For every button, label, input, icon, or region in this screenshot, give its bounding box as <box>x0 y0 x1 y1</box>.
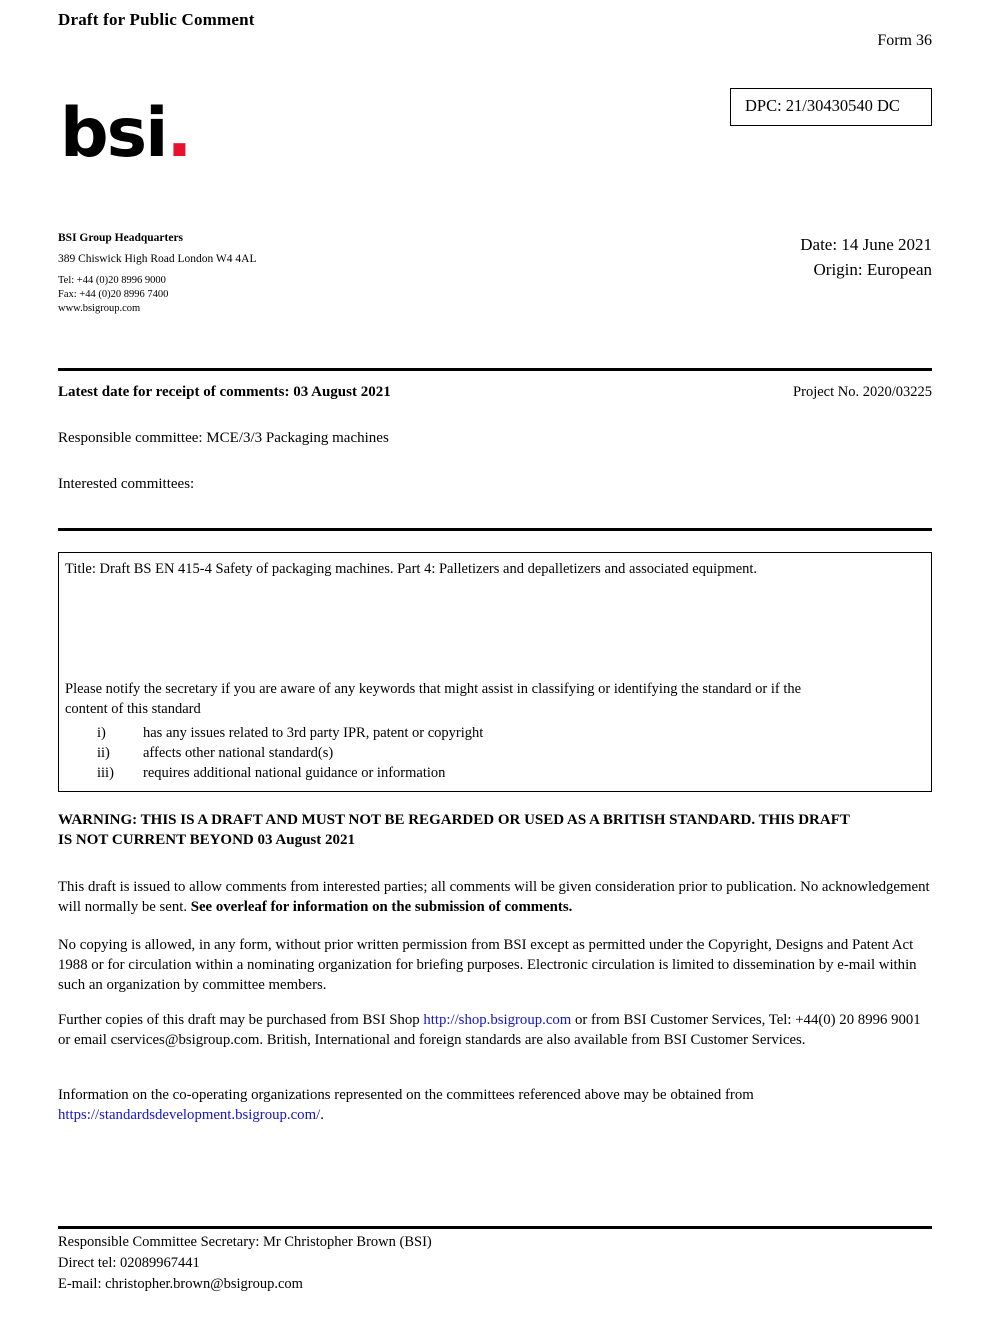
footer-secretary: Responsible Committee Secretary: Mr Christopher Brown (BSI) <box>58 1234 432 1250</box>
further-copies-text-b: or from BSI Customer Services, Tel: +44(0) 20 8996 9001 or email cservices@bsigroup.com. British, International and foreign standards are also available from BSI Customer Services. <box>58 1012 921 1048</box>
address-block <box>58 231 256 316</box>
bsi-shop-link[interactable]: http://shop.bsigroup.com <box>423 1012 572 1028</box>
paragraph-cooperating-orgs <box>58 1085 932 1125</box>
address-street: 389 Chiswick High Road London W4 4AL <box>58 253 257 265</box>
notify-secretary-block <box>65 679 927 783</box>
list-item <box>65 763 927 783</box>
interested-committees: Interested committees: <box>58 476 195 492</box>
address-fax: Fax: +44 (0)20 8996 7400 <box>58 289 169 300</box>
warning-line-1: WARNING: THIS IS A DRAFT AND MUST NOT BE REGARDED OR USED AS A BRITISH STANDARD. THIS DRAFT <box>58 812 850 828</box>
cooperating-orgs-period: . <box>320 1107 324 1123</box>
comments-deadline-row <box>58 384 932 401</box>
paragraph-comments-bold: See overleaf for information on the submission of comments. <box>190 899 573 915</box>
form-number: Form 36 <box>877 32 932 49</box>
paragraph-copying: No copying is allowed, in any form, without prior written permission from BSI except as permitted under the Copyright, Designs and Patent Act 1988 or for circulation within a nominating organization for briefing purposes. Electronic circulation is limited to dissemination by e-mail within such an organization by committee members. <box>58 937 917 993</box>
list-item-number: i) <box>97 725 106 741</box>
list-item <box>65 723 927 743</box>
responsible-committee: Responsible committee: MCE/3/3 Packaging machines <box>58 430 389 446</box>
divider-rule-footer <box>58 1226 932 1229</box>
latest-comment-date: Latest date for receipt of comments: 03 August 2021 <box>58 384 391 400</box>
draft-warning <box>58 810 932 850</box>
paragraph-comments <box>58 877 932 917</box>
list-item-label: requires additional national guidance or information <box>143 765 446 781</box>
list-item-label: has any issues related to 3rd party IPR, patent or copyright <box>143 725 484 741</box>
list-item <box>65 743 927 763</box>
notify-line-2: content of this standard <box>65 701 201 717</box>
divider-rule-second <box>58 528 932 531</box>
list-item-number: ii) <box>97 745 110 761</box>
paragraph-further-copies <box>58 1010 932 1050</box>
standard-title: Title: Draft BS EN 415-4 Safety of packaging machines. Part 4: Palletizers and depalletizers and associated equipment. <box>65 561 758 577</box>
standards-development-link[interactable]: https://standardsdevelopment.bsigroup.com/ <box>58 1107 321 1123</box>
project-number: Project No. 2020/03225 <box>793 384 932 400</box>
bsi-logo-dot: . <box>166 94 191 173</box>
further-copies-text-a: Further copies of this draft may be purchased from BSI Shop <box>58 1012 424 1028</box>
paragraph-comments-text: This draft is issued to allow comments from interested parties; all comments will be given consideration prior to publication. No acknowledgement will normally be sent. <box>58 879 930 915</box>
footer-tel: Direct tel: 02089967441 <box>58 1255 200 1271</box>
address-tel: Tel: +44 (0)20 8996 9000 <box>58 275 166 286</box>
footer-block <box>58 1232 432 1295</box>
draft-header-title: Draft for Public Comment <box>58 10 255 29</box>
document-origin: Origin: European <box>813 260 932 279</box>
date-origin-block <box>800 232 932 282</box>
divider-rule-top <box>58 368 932 371</box>
address-web: www.bsigroup.com <box>58 303 141 314</box>
notify-line-1: Please notify the secretary if you are aware of any keywords that might assist in classifying or identifying the standard or if the <box>65 681 802 697</box>
bsi-logo <box>60 94 191 173</box>
cooperating-orgs-text: Information on the co-operating organizations represented on the committees referenced above may be obtained from <box>58 1087 754 1103</box>
warning-line-2: IS NOT CURRENT BEYOND 03 August 2021 <box>58 832 356 848</box>
address-hq: BSI Group Headquarters <box>58 232 184 244</box>
list-item-number: iii) <box>97 765 114 781</box>
notify-item-list <box>65 723 927 783</box>
title-box <box>58 552 932 792</box>
document-date: Date: 14 June 2021 <box>800 235 932 254</box>
footer-email: E-mail: christopher.brown@bsigroup.com <box>58 1276 303 1292</box>
bsi-logo-text: bsi <box>60 94 167 173</box>
dpc-number-box: DPC: 21/30430540 DC <box>730 88 932 126</box>
list-item-label: affects other national standard(s) <box>143 745 334 761</box>
